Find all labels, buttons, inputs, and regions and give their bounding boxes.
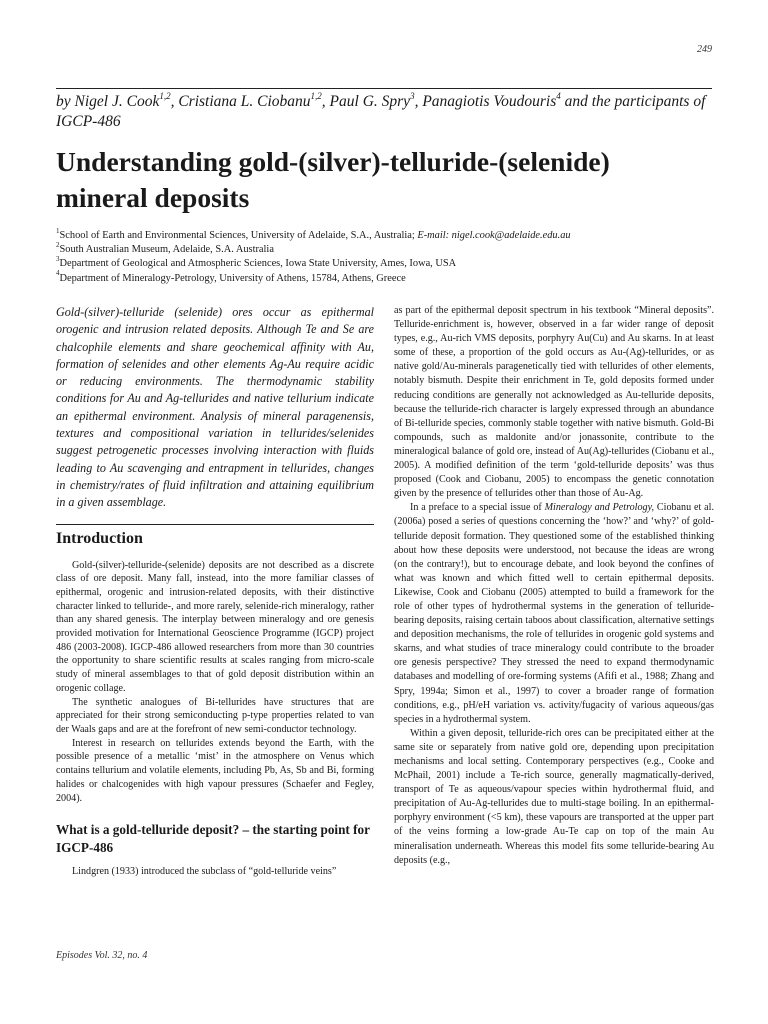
intro-paragraph-2: The synthetic analogues of Bi-tellurides have structures that are appreciated for their strong semiconducting p-type properties related to van der Waals gaps and are at the forefront of new semi-conductor technology. xyxy=(56,696,374,735)
right-paragraph-1: as part of the epithermal deposit spectrum in his textbook “Mineral deposits”. Telluride-enrichment is, however, observed in a far wider range of deposit types, e.g., Au-rich VMS deposits, porphyry Au(Cu) and Au skarns. In at least some of these, a proportion of the gold occurs as Au-(Ag)-tellurides, or as native gold/Au-minerals paragenetically tied with tellurides of other elements, notably bismuth. Despite their enrichment in Te, gold deposits formed under reducing conditions are generally not acknowledged as Au-telluride deposits, because the telluride-rich character is largely expressed through an abundance of Bi-telluride species, commonly stable together with native bismuth. Gold-Bi compounds, such as maldonite and/or jonassonite, contribute to the mineralogical balance of gold ore, instead of Au(Ag)-tellurides (Ciobanu et al., 2005). A modified definition of the term ‘gold-telluride deposits’ was thus proposed (Cook and Ciobanu, 2005) to encompass the genetic connotation given by the presence of tellurides other than those of Au-Ag. xyxy=(394,305,714,500)
page-number: 249 xyxy=(697,44,712,55)
introduction-heading: Introduction xyxy=(56,529,143,547)
intro-paragraph-3: Interest in research on tellurides extends beyond the Earth, with the possible presence of a metallic ‘mist’ in the atmosphere on Venus which contains tellurium and volatile elements, including Pb, As, Sb and Bi, forming halides or chalcogenides with high vapour pressures (Schaefer and Fegley, 2004). xyxy=(56,737,374,804)
author-spry: Paul G. Spry xyxy=(329,93,411,110)
header-rule xyxy=(56,88,712,89)
author-ciobanu-affil: 1,2 xyxy=(310,90,322,101)
affiliation-1-marker: 1 xyxy=(56,226,60,235)
author-spry-affil: 3 xyxy=(410,90,415,101)
right-paragraph-2 xyxy=(394,501,714,727)
author-voudouris-affil: 4 xyxy=(556,90,561,101)
journal-name: Mineralogy and Petrology, xyxy=(544,502,655,514)
author-cook: Nigel J. Cook xyxy=(74,93,160,110)
section-rule xyxy=(56,524,374,525)
affiliation-3 xyxy=(56,254,716,271)
affiliation-3-text: Department of Geological and Atmospheric Sciences, Iowa State University, Ames, Iowa, USA xyxy=(59,258,457,270)
affiliation-3-marker: 3 xyxy=(56,254,60,263)
affiliation-4-text: Department of Mineralogy-Petrology, University of Athens, 15784, Athens, Greece xyxy=(59,272,406,284)
title-line-2: mineral deposits xyxy=(56,182,250,213)
intro-paragraph-1: Gold-(silver)-telluride-(selenide) deposits are not described as a discrete class of ore deposit. Many fall, instead, into the more familiar classes of epithermal, orogenic and intrusion-related deposits, with their distinctive character linked to telluride-, and more rarely, selenide-rich mineralogy, rather than any shared genesis. The interplay between mineralogy and ore genesis provided motivation for International Geoscience Programme (IGCP) project 486 (2003-2008). IGCP-486 allowed researchers from more than 30 countries the opportunity to share scientific results at scales ranging from micro-scale study of mineral assemblages to that of gold deposit distribution within an orogenic collage. xyxy=(56,559,374,694)
left-column xyxy=(56,304,374,879)
author-line: by Nigel J. Cook$^{1,2}$, Cristiana L. Ciobanu$^{1,2}$, Paul G. Spry$^3$, Panagiotis Voudouris$^4$ and the participants of IGCP-486 xyxy=(56,90,706,130)
right-column xyxy=(394,304,714,868)
right-paragraph-3: Within a given deposit, telluride-rich ores can be precipitated either at the same site or separately from native gold ore, depending upon precipitation mechanisms and local setting. Contemporary perspectives (e.g., Cooke and McPhail, 2001) include a Te-rich source, generally magmatically-derived, transport of Te as aqueous/vapour species within hydrothermal fluid, and precipitation of Au-Ag-tellurides due to multi-stage boiling. In an epithermal-porphyry environment (<5 km), these vapours are transported at the upper part of the veins forming a low-grade Au-Te cap on top of the main Au mineralisation underneath. Whereas this model fits some telluride-bearing Au deposits (e.g., xyxy=(394,727,714,866)
title-line-1: Understanding gold-(silver)-telluride-(selenide) xyxy=(56,146,610,177)
article-title xyxy=(56,144,716,216)
affiliation-4 xyxy=(56,269,716,286)
author-participants: the participants of IGCP-486 xyxy=(56,93,706,130)
affiliation-1 xyxy=(56,226,716,243)
author-voudouris: Panagiotis Voudouris xyxy=(422,93,557,110)
subsection-paragraph-1: Lindgren (1933) introduced the subclass of “gold-telluride veins” xyxy=(72,866,337,878)
affiliation-4-marker: 4 xyxy=(56,269,60,278)
affiliation-2-text: South Australian Museum, Adelaide, S.A. Australia xyxy=(59,244,274,256)
affiliation-2 xyxy=(56,240,716,257)
author-ciobanu: Cristiana L. Ciobanu xyxy=(178,93,311,110)
abstract: Gold-(silver)-telluride (selenide) ores occur as epithermal orogenic and intrusion related deposits. Although Te and Se are chalcophile elements and share geochemical affinity with Au, formation of selenides and other elements Ag-Au require acidic or reducing environments. The thermodynamic stability conditions for Au and Ag-tellurides and native tellurium indicate an epithermal environment. Analysis of mineral paragenensis, textures and compositional variation in tellurides/selenides suggest petrogenetic processes involving interaction with fluids leading to Au scavenging and entrapment in tellurides, changes in chemistry/rates of fluid infiltration and attaining equilibrium in a given assemblage. xyxy=(56,305,374,510)
journal-footer: Episodes Vol. 32, no. 4 xyxy=(56,950,148,961)
affiliation-1-text: School of Earth and Environmental Sciences, University of Adelaide, S.A., Australia; xyxy=(59,230,415,241)
author-cook-affil: 1,2 xyxy=(159,90,171,101)
affiliation-2-marker: 2 xyxy=(56,240,60,249)
subsection-heading: What is a gold-telluride deposit? – the starting point for IGCP-486 xyxy=(56,822,370,856)
author-email[interactable]: E-mail: nigel.cook@adelaide.edu.au xyxy=(417,230,571,241)
affiliations xyxy=(56,226,716,286)
right-paragraph-2-rest: Ciobanu et al. (2006a) posed a series of questions concerning the ‘how?’ and ‘why?’ of gold-telluride deposit formation. They questioned some of the established thinking about how these deposits were understood, not because the ideas are wrong (on the contrary!), but to encourage debate, and look beyond the confines of what was known and which fitted well to certain epithermal deposits. Likewise, Cook and Ciobanu (2005) attempted to build a framework for the role of other types of hydrothermal systems in the generation of telluride-bearing deposits, raising certain taboos about classification, alternative settings and deposition mechanisms, the role of tellurides in orogenic gold systems and skarns, and what studies of trace mineralogy could contribute to the broader ore genesis perspective? They stressed the need to expand thermodynamic databases and modelling of ore-forming systems (Afifi et al., 1988; Zhang and Spry, 1994a; Simon et al., 1997) to cover a broader range of formation conditions, e.g., pH/eH variation vs. activity/fugacity of various aqueous/gas species in a hydrothermal system. xyxy=(394,502,714,725)
right-paragraph-2-start: In a preface to a special issue of xyxy=(410,502,545,514)
